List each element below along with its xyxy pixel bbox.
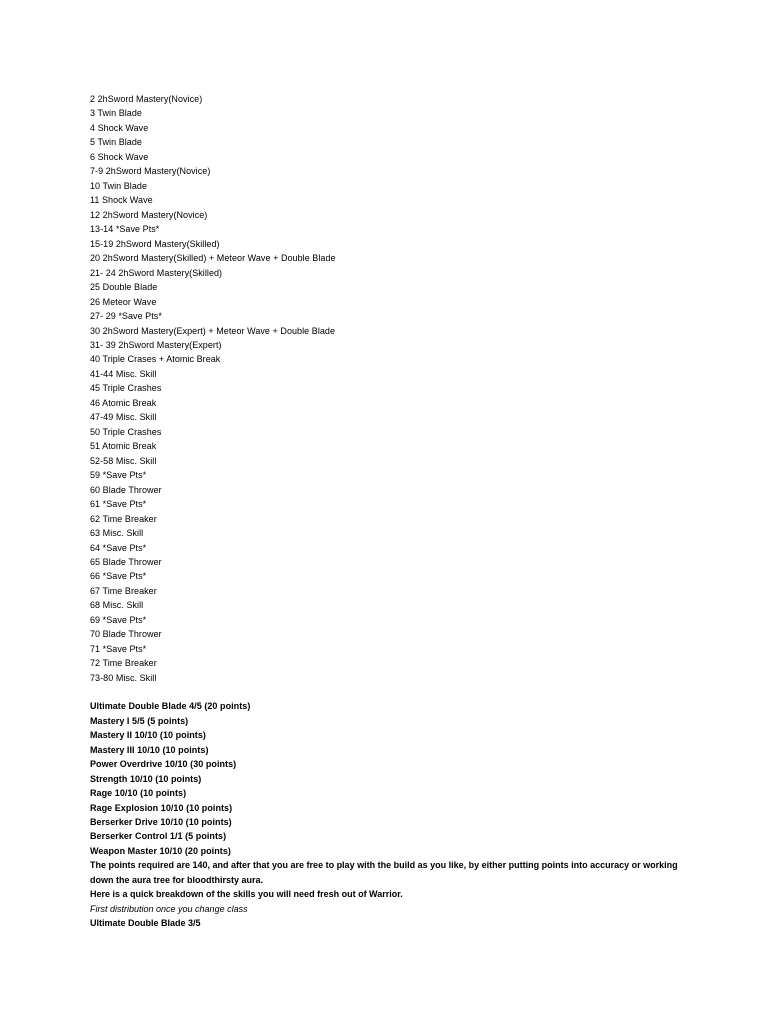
skill-point-entry: Mastery II 10/10 (10 points) [90,730,206,741]
level-entry: 62 Time Breaker [90,513,157,524]
document-page [90,92,690,931]
level-entry: 30 2hSword Mastery(Expert) + Meteor Wave + Double Blade [90,325,336,336]
level-entry: 71 *Save Pts* [90,643,147,654]
skill-point-entry: Mastery III 10/10 (10 points) [90,744,209,755]
level-entry: 67 Time Breaker [90,585,157,596]
level-entry: 25 Double Blade [90,282,158,293]
level-entry: 46 Atomic Break [90,397,157,408]
skill-point-entry: Rage 10/10 (10 points) [90,788,187,799]
skill-point-entry: Rage Explosion 10/10 (10 points) [90,802,233,813]
level-entry: 7-9 2hSword Mastery(Novice) [90,166,211,177]
level-entry: 60 Blade Thrower [90,484,162,495]
level-entry: 4 Shock Wave [90,122,149,133]
skill-point-entry: Strength 10/10 (10 points) [90,773,202,784]
level-entry: 66 *Save Pts* [90,571,147,582]
level-entry: 45 Triple Crashes [90,383,162,394]
level-entry: 72 Time Breaker [90,658,157,669]
skill-points-list [90,699,690,858]
skill-point-entry: Weapon Master 10/10 (20 points) [90,845,231,856]
skill-point-entry: Mastery I 5/5 (5 points) [90,715,189,726]
skill-point-entry: Berserker Drive 10/10 (10 points) [90,816,232,827]
level-entry: 6 Shock Wave [90,151,149,162]
level-entry: 3 Twin Blade [90,108,142,119]
level-entry: 47-49 Misc. Skill [90,412,157,423]
level-entry: 26 Meteor Wave [90,296,157,307]
level-entry: 73-80 Misc. Skill [90,672,157,683]
level-entry: 61 *Save Pts* [90,499,147,510]
level-entry: 41-44 Misc. Skill [90,368,157,379]
final-skill-line: Ultimate Double Blade 3/5 [90,918,201,929]
level-entry: 2 2hSword Mastery(Novice) [90,94,203,104]
level-entry: 68 Misc. Skill [90,600,144,611]
points-required-paragraph: The points required are 140, and after that you are free to play with the build as you like, by either putting points into accuracy or working down the aura tree for bloodthirsty aura. [90,860,678,885]
first-distribution-note: First distribution once you change class [90,903,248,914]
level-progression-list [90,92,690,685]
level-entry: 15-19 2hSword Mastery(Skilled) [90,238,220,249]
level-entry: 59 *Save Pts* [90,470,147,481]
level-entry: 20 2hSword Mastery(Skilled) + Meteor Wave + Double Blade [90,253,336,264]
level-entry: 69 *Save Pts* [90,614,147,625]
skill-point-entry: Berserker Control 1/1 (5 points) [90,831,227,842]
level-entry: 64 *Save Pts* [90,542,147,553]
level-entry: 31- 39 2hSword Mastery(Expert) [90,339,222,350]
level-entry: 70 Blade Thrower [90,629,162,640]
breakdown-paragraph: Here is a quick breakdown of the skills you will need fresh out of Warrior. [90,889,403,900]
skill-point-entry: Power Overdrive 10/10 (30 points) [90,759,237,770]
level-entry: 50 Triple Crashes [90,426,162,437]
section-gap [90,685,690,699]
level-entry: 52-58 Misc. Skill [90,455,157,466]
level-entry: 51 Atomic Break [90,441,157,452]
level-entry: 63 Misc. Skill [90,528,144,539]
level-entry: 13-14 *Save Pts* [90,224,160,235]
level-entry: 40 Triple Crases + Atomic Break [90,354,221,365]
level-entry: 12 2hSword Mastery(Novice) [90,209,208,220]
level-entry: 21- 24 2hSword Mastery(Skilled) [90,267,223,278]
level-entry: 11 Shock Wave [90,195,153,206]
level-entry: 10 Twin Blade [90,180,148,191]
level-entry: 5 Twin Blade [90,137,142,148]
skill-point-entry: Ultimate Double Blade 4/5 (20 points) [90,701,251,712]
level-entry: 65 Blade Thrower [90,557,162,567]
level-entry: 27- 29 *Save Pts* [90,311,162,322]
